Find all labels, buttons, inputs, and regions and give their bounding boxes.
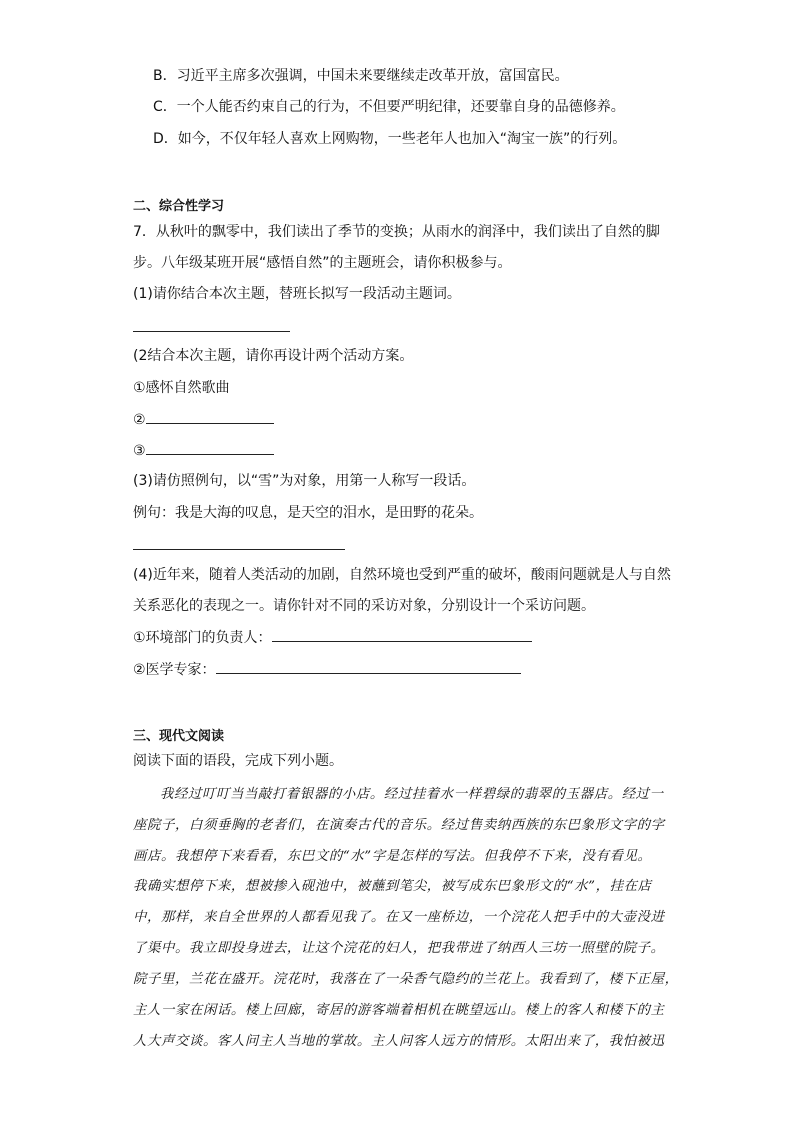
plan-2-blank[interactable] [146, 409, 274, 424]
option-c: C．一个人能否约束自己的行为，不但要严明纪律，还要靠自身的品德修养。 [153, 99, 625, 115]
subquestion-1: (1)请你结合本次主题，替班长拟写一段活动主题词。 [133, 286, 461, 302]
subquestion-3: (3)请仿照例句，以“雪”为对象，用第一人称写一段话。 [133, 473, 476, 489]
passage-line: 院子里，兰花在盛开。浣花时，我落在了一朵香气隐约的兰花上。我看到了，楼下正屋， [133, 972, 679, 987]
passage-line: 了渠中。我立即投身进去，让这个浣花的妇人，把我带进了纳西人三坊一照壁的院子。 [133, 941, 665, 956]
section3-heading: 三、现代文阅读 [133, 729, 225, 744]
subquestion-2: (2结合本次主题，请你再设计两个活动方案。 [133, 348, 414, 364]
plan-1: ①感怀自然歌曲 [133, 380, 230, 396]
section2-heading: 二、综合性学习 [133, 199, 225, 214]
option-b: B．习近平主席多次强调，中国未来要继续走改革开放，富国富民。 [153, 68, 569, 84]
plan-2 [133, 409, 274, 430]
example-sentence: 例句：我是大海的叹息，是天空的泪水，是田野的花朵。 [133, 505, 483, 521]
passage-line: 我经过叮叮当当敲打着银器的小店。经过挂着水一样碧绿的翡翠的玉器店。经过一 [160, 787, 664, 802]
passage-line: 人大声交谈。客人问主人当地的掌故。主人问客人远方的情形。太阳出来了，我怕被迅 [133, 1034, 665, 1049]
interview-2-blank[interactable] [216, 659, 521, 674]
plan-3-blank[interactable] [146, 440, 274, 455]
subquestion-4-line1: (4)近年来，随着人类活动的加剧，自然环境也受到严重的破坏，酸雨问题就是人与自然 [133, 567, 671, 583]
passage-line: 座院子，白须垂胸的老者们，在演奏古代的音乐。经过售卖纳西族的东巴象形文字的字 [133, 818, 665, 833]
interview-2 [133, 659, 521, 680]
plan-3-label: ③ [133, 443, 146, 459]
subquestion-4-line2: 关系恶化的表现之一。请你针对不同的采访对象，分别设计一个采访问题。 [133, 598, 595, 614]
interview-1 [133, 627, 532, 648]
interview-1-blank[interactable] [272, 627, 532, 642]
interview-1-label: ①环境部门的负责人： [133, 630, 272, 646]
q7-line2: 步。八年级某班开展“感悟自然”的主题班会，请你积极参与。 [133, 255, 512, 271]
passage-line: 中，那样，来自全世界的人都看见我了。在又一座桥边，一个浣花人把手中的大壶没进 [133, 910, 665, 925]
plan-2-label: ② [133, 412, 146, 428]
plan-3 [133, 440, 274, 461]
q7-line1: 7．从秋叶的飘零中，我们读出了季节的变换；从雨水的润泽中，我们读出了自然的脚 [133, 224, 660, 240]
answer-line-3[interactable] [133, 549, 345, 550]
passage-line: 画店。我想停下来看看，东巴文的“水”字是怎样的写法。但我停不下来，没有看见。 [133, 849, 652, 864]
interview-2-label: ②医学专家： [133, 662, 216, 678]
passage-line: 主人一家在闲话。楼上回廊，寄居的游客端着相机在眺望远山。楼上的客人和楼下的主 [133, 1003, 665, 1018]
reading-instruction: 阅读下面的语段，完成下列小题。 [133, 753, 343, 769]
passage-line: 我确实想停下来，想被掺入砚池中，被蘸到笔尖，被写成东巴象形文的“水”，挂在店 [133, 879, 652, 894]
option-d: D．如今，不仅年轻人喜欢上网购物，一些老年人也加入“淘宝一族”的行列。 [153, 131, 627, 147]
answer-line-1[interactable] [133, 331, 290, 332]
